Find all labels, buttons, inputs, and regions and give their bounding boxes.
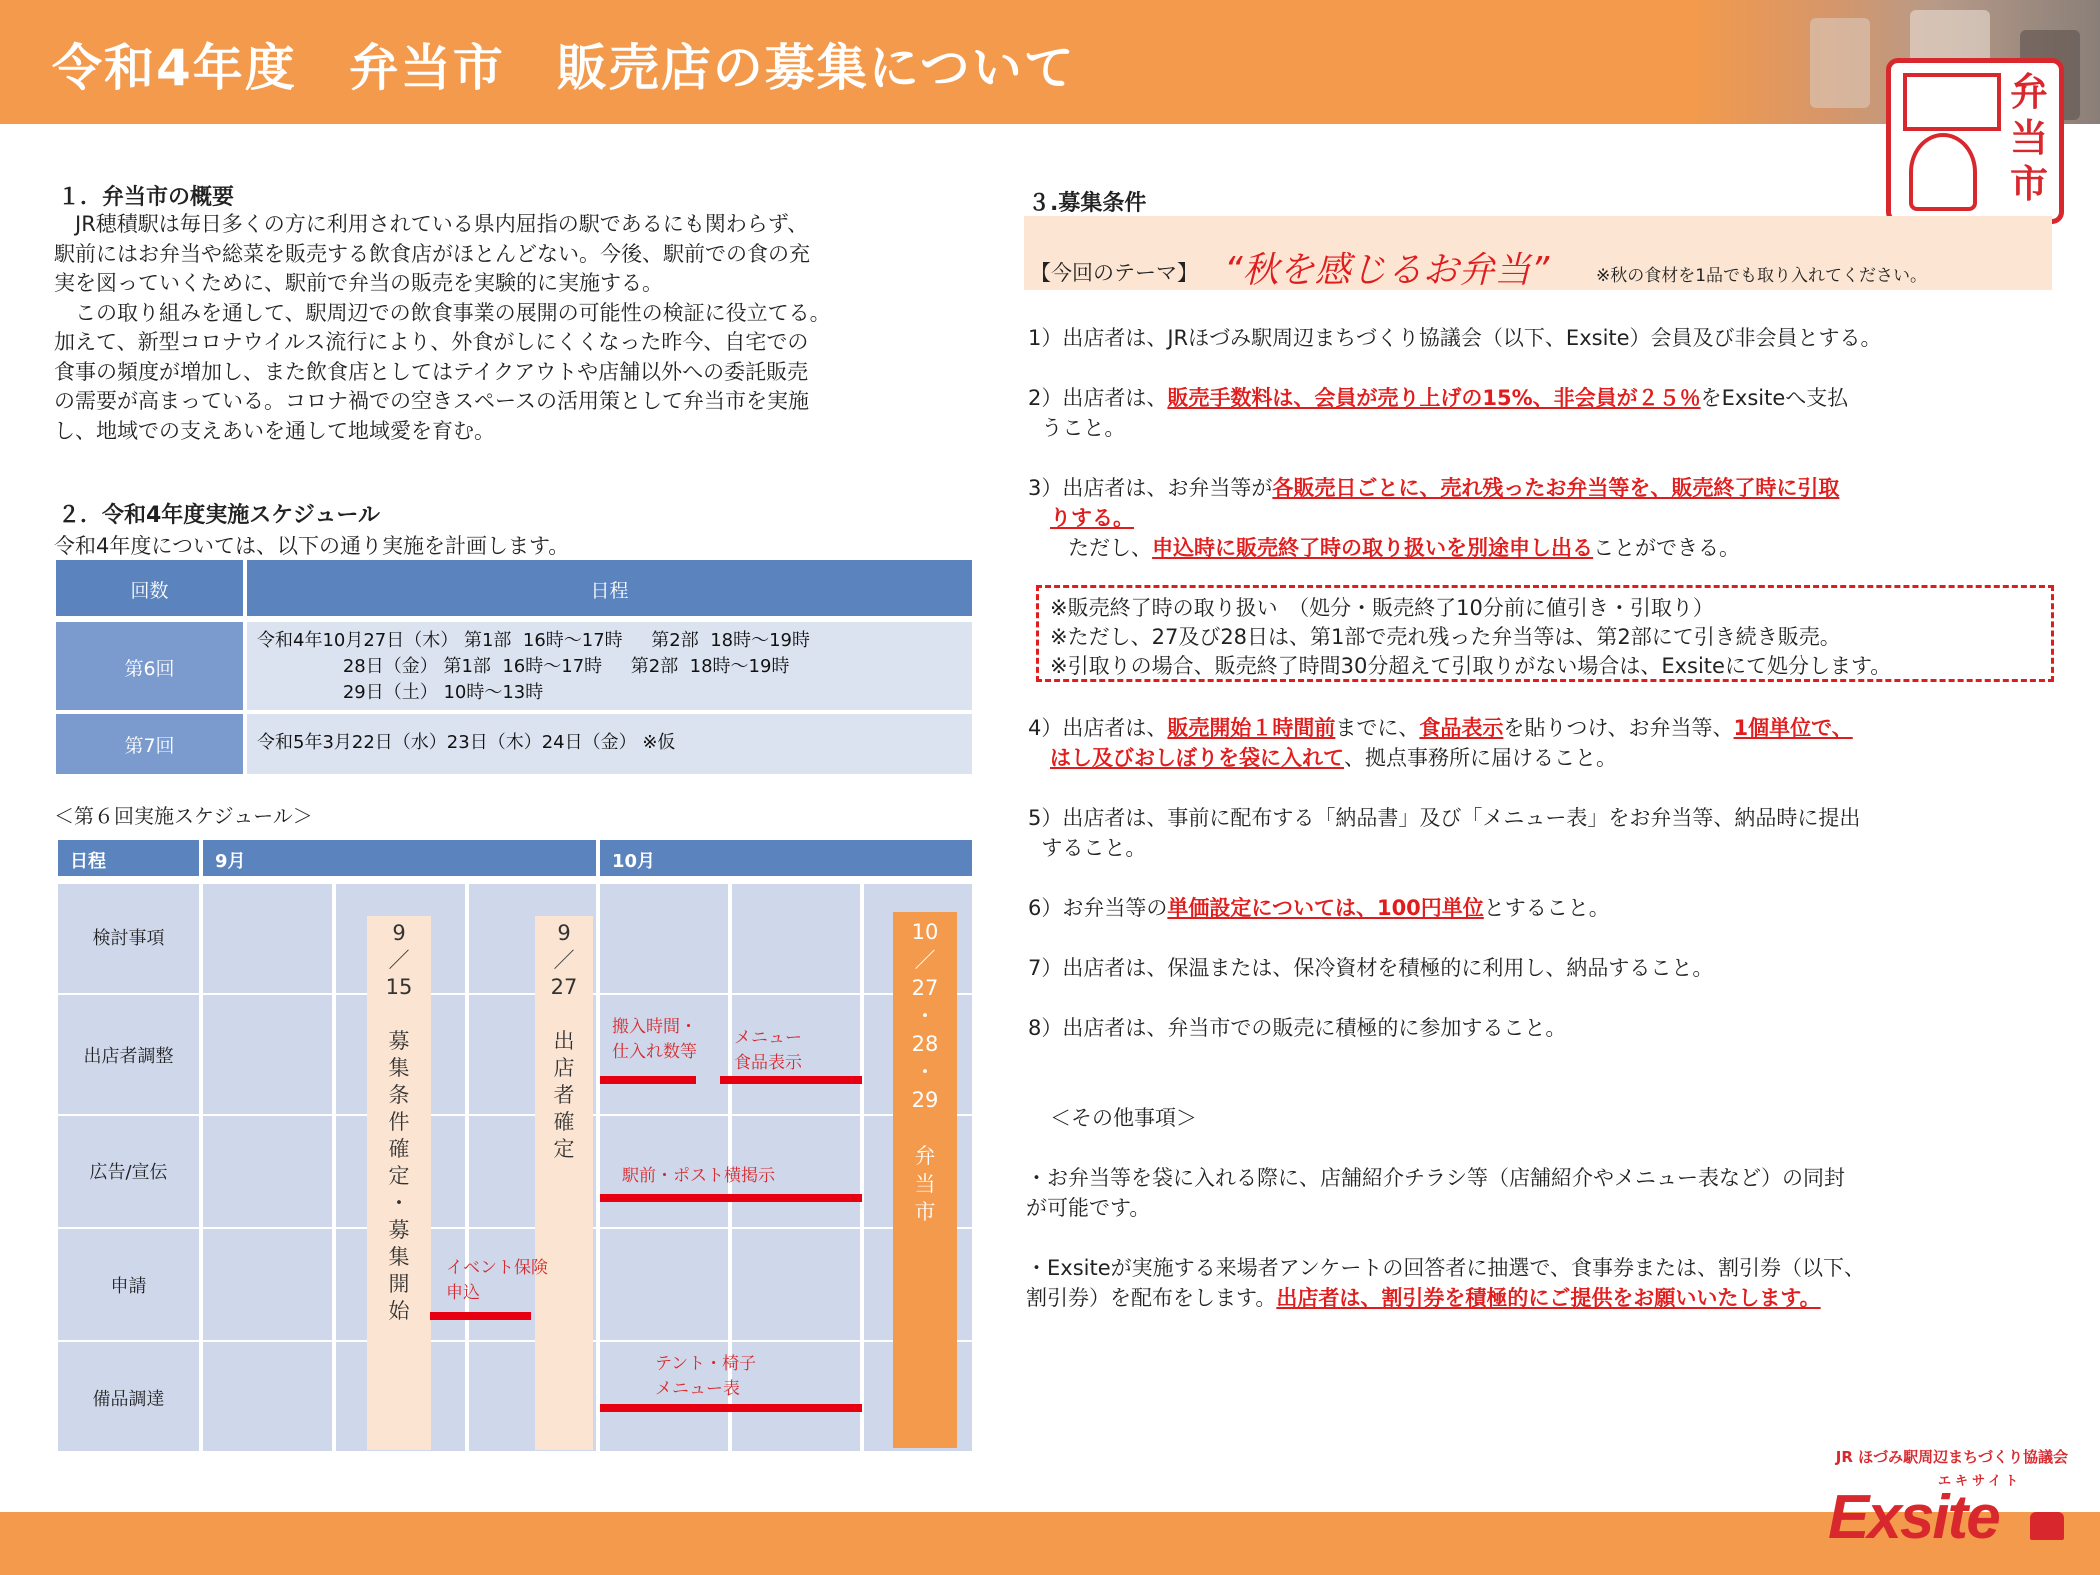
org-name: JR ほづみ駅周辺まちづくり協議会 (1835, 1448, 2068, 1466)
notice-line: ※引取りの場合、販売終了時間30分超えて引取りがない場合は、Exsiteにて処分します。 (1050, 654, 1892, 678)
gantt-divider (58, 1114, 972, 1116)
gantt-divider (58, 1340, 972, 1342)
theme-title: “秋を感じるお弁当” (1224, 250, 1550, 291)
gantt-note: テント・椅子 メニュー表 (655, 1354, 757, 1399)
section2-intro: 令和4年度については、以下の通り実施を計画します。 (54, 534, 570, 558)
train-icon (2030, 1512, 2064, 1540)
header-bar (0, 0, 2100, 124)
table-header-date: 日程 (247, 560, 972, 616)
condition-4-cont: はし及びおしぼりを袋に入れて、拠点事務所に届けること。 (1050, 746, 1617, 770)
gantt-note: 駅前・ポスト横掲示 (622, 1166, 775, 1186)
other-item-2-cont: 割引券）を配布をします。出店者は、割引券を積極的にご提供をお願いいたします。 (1026, 1286, 1821, 1310)
other-item-1-cont: が可能です。 (1026, 1196, 1151, 1220)
table-row-value: 令和5年3月22日（水）23日（木）24日（金） ※仮 (247, 714, 972, 774)
gantt-row-label: 備品調達 (92, 1389, 165, 1410)
condition-3-cont: りする。 (1050, 506, 1134, 530)
footer-bar (0, 1512, 2100, 1575)
condition-2-cont: うこと。 (1028, 416, 1126, 440)
logo-grid-icon (1903, 73, 2001, 131)
milestone-confirm: 9 ／ 27 出 店 者 確 定 (535, 916, 593, 1450)
milestone-recruit: 9 ／ 15 募 集 条 件 確 定 ・ 募 集 開 始 (367, 916, 431, 1450)
gantt-row-label: 出店者調整 (83, 1046, 174, 1067)
section1-body: JR穂積駅は毎日多くの方に利用されている県内屈指の駅であるにも関わらず、 駅前にはお弁当や総菜を販売する飲食店がほとんどない。今後、駅前での食の充 実を図っていくために、駅前で弁当の販売を実験的に実施する。 この取り組みを通して、駅周辺での飲食事業の展開の可能性の検証に役立てる。 加えて、新型コロナウイルス流行により、外食がしにくくなった昨今、自宅での 食事の頻度が増加し、また飲食店としてはテイクアウトや店舗以外への委託販売 の需要が高まっている。コロナ禍での空きスペースの活用策として弁当市を実施 し、地域での支えあいを通して地域愛を育む。 (54, 212, 831, 443)
gantt-col (203, 884, 332, 1451)
gantt-header-oct: 10月 (600, 840, 972, 876)
table-header-count: 回数 (56, 560, 243, 616)
gantt-bar (720, 1076, 862, 1084)
logo-fish-icon (1909, 133, 1977, 211)
gantt-bar (430, 1312, 531, 1320)
gantt-row-label: 広告/宣伝 (89, 1162, 168, 1183)
condition-1: 1）出店者は、JRほづみ駅周辺まちづくり協議会（以下、Exsite）会員及び非会員とする。 (1028, 326, 1882, 350)
bento-ichi-logo (1886, 58, 2064, 224)
section1-heading: １．弁当市の概要 (58, 185, 235, 210)
condition-2: 2）出店者は、販売手数料は、会員が売り上げの15%、非会員が２５％をExsiteへ支払 (1028, 386, 1849, 410)
section3-heading: ３.募集条件 (1028, 191, 1147, 216)
condition-3: 3）出店者は、お弁当等が各販売日ごとに、売れ残ったお弁当等を、販売終了時に引取 (1028, 476, 1840, 500)
theme-note: ※秋の食材を1品でも取り入れてください。 (1596, 266, 1928, 286)
gantt-title: ＜第６回実施スケジュール＞ (54, 804, 313, 828)
gantt-note: イベント保険 申込 (446, 1258, 548, 1303)
gantt-header-sep: 9月 (203, 840, 596, 876)
other-item-1: ・お弁当等を袋に入れる際に、店舗紹介チラシ等（店舗紹介やメニュー表など）の同封 (1026, 1166, 1845, 1190)
gantt-row-label: 検討事項 (92, 928, 165, 949)
theme-prefix: 【今回のテーマ】 (1030, 261, 1198, 285)
gantt-note: メニュー 食品表示 (734, 1028, 802, 1073)
other-item-2: ・Exsiteが実施する来場者アンケートの回答者に抽選で、食事券または、割引券（以下、 (1026, 1256, 1865, 1280)
gantt-row-label: 申請 (110, 1276, 147, 1297)
other-heading: ＜その他事項＞ (1050, 1106, 1197, 1130)
logo-stamp-text: 弁当市 (2009, 70, 2048, 206)
gantt-note: 搬入時間・ 仕入れ数等 (612, 1017, 697, 1062)
gantt-bar (600, 1194, 862, 1202)
table-row-value: 令和4年10月27日（木） 第1部 16時～17時 第2部 18時～19時 28日（金） 第1部 16時～17時 第2部 18時～19時 29日（土） 10時～13時 (247, 622, 972, 710)
gantt-bar (600, 1404, 862, 1412)
page-title: 令和4年度 弁当市 販売店の募集について (52, 39, 1076, 97)
brand-name: Exsite (1828, 1483, 1999, 1552)
gantt-header-date: 日程 (58, 840, 199, 876)
gantt-divider (58, 1227, 972, 1229)
condition-8: 8）出店者は、弁当市での販売に積極的に参加すること。 (1028, 1016, 1567, 1040)
condition-5: 5）出店者は、事前に配布する「納品書」及び「メニュー表」をお弁当等、納品時に提出 (1028, 806, 1861, 830)
exsite-logo (1818, 1446, 2068, 1558)
condition-3-note: ただし、申込時に販売終了時の取り扱いを別途申し出ることができる。 (1028, 536, 1741, 560)
brand-kana: エキサイト (1938, 1474, 2023, 1489)
table-row-label: 第6回 (56, 622, 243, 710)
condition-4: 4）出店者は、販売開始１時間前までに、食品表示を貼りつけ、お弁当等、1個単位で、 (1028, 716, 1853, 740)
condition-6: 6）お弁当等の単価設定については、100円単位とすること。 (1028, 896, 1610, 920)
table-row-label: 第7回 (56, 714, 243, 774)
notice-line: ※販売終了時の取り扱い （処分・販売終了10分前に値引き・引取り） (1050, 596, 1714, 620)
gantt-divider (58, 993, 972, 995)
section2-heading: ２．令和4年度実施スケジュール (58, 503, 380, 528)
event-period: 10 ／ 27 ・ 28 ・ 29 弁 当 市 (893, 912, 957, 1448)
condition-7: 7）出店者は、保温または、保冷資材を積極的に利用し、納品すること。 (1028, 956, 1714, 980)
notice-line: ※ただし、27及び28日は、第1部で売れ残った弁当等は、第2部にて引き続き販売。 (1050, 625, 1841, 649)
condition-5-cont: すること。 (1028, 836, 1147, 860)
gantt-bar (600, 1076, 696, 1084)
